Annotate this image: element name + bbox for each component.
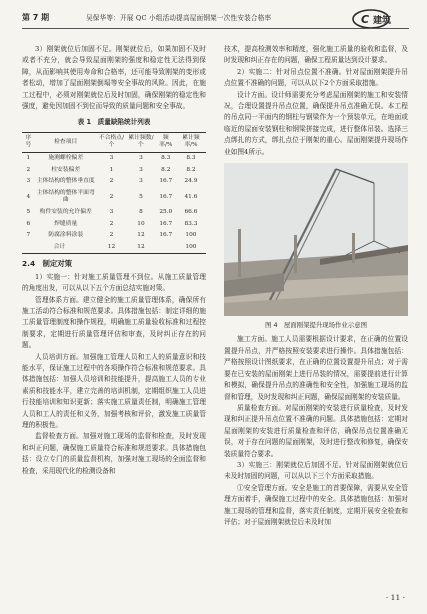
table-cell: 8.2 <box>161 166 171 173</box>
table-cell: 16.7 <box>159 232 173 239</box>
table-cell: 焊缝质量 <box>54 220 78 227</box>
table-cell: 8 <box>139 209 143 215</box>
col-header: 不合格点/个 <box>98 134 125 149</box>
paragraph: 监督检查方面。加强对施工现场的监督和检查，及时发现和纠正问题，确保施工质量符合标准和规范要求。具体措施包括：设立专门的质量监督机构，加强对施工现场的全面监督和检查，采用现代化的检测设备和 <box>22 432 206 475</box>
table-cell: 24.9 <box>184 178 198 185</box>
table-cell: 1 <box>26 155 31 162</box>
issue-number: 第 7 期 <box>22 13 50 22</box>
table-cell: 100 <box>185 243 197 250</box>
paragraph: 技术，提高检测效率和精度，强化施工质量的验收和监督，及时发现和纠正存在的问题，确保工程质量达到设计要求。 <box>224 45 408 65</box>
table-cell: 2 <box>109 193 114 200</box>
running-title: 吴保华等：开展 QC 小组活动提高屋面钢架一次性安装合格率 <box>86 14 272 22</box>
table-cell: 66.6 <box>184 209 198 215</box>
table-row <box>22 176 206 188</box>
figure-caption: 图 4 屋面刚架提升现场作业示意图 <box>265 321 367 330</box>
table-row <box>22 188 206 207</box>
section-heading: 2.4 制定对策 <box>22 259 73 269</box>
left-column <box>22 44 206 477</box>
col-header: 累计频率/% <box>182 134 200 149</box>
table-header-row <box>22 132 206 152</box>
table-cell: 4 <box>26 193 31 200</box>
table-cell: 6 <box>26 220 31 227</box>
table-cell: 16.7 <box>159 220 173 227</box>
paragraph: 管理体系方面。建立健全的施工质量管理体系，确保所有施工活动符合标准和规范要求。具体措施包括：制定详细的施工质量管理制度和操作规程，明确施工质量验收标准和过程控制要求，定期进行质量管理评估和审查，及时纠正存在的问题。 <box>22 295 206 350</box>
table-cell: 8.3 <box>186 155 196 162</box>
table-cell: 3 <box>109 209 114 215</box>
table-row <box>22 207 206 219</box>
table-cell: 合计 <box>53 243 66 250</box>
table-cell: 3 <box>139 166 143 173</box>
table-cell: 2 <box>109 220 114 227</box>
table-cell: 7 <box>26 232 31 239</box>
table-cell: 3 <box>139 155 143 162</box>
table-cell: 12 <box>107 243 116 250</box>
table-total-row <box>22 242 206 254</box>
table-row <box>22 153 206 165</box>
right-column <box>224 44 408 528</box>
table-cell: 1 <box>109 166 114 173</box>
journal-logo <box>351 8 409 30</box>
table-cell: 2 <box>109 232 114 239</box>
header-rule <box>22 28 409 29</box>
table-cell: 构件安装的允许偏差 <box>39 209 92 215</box>
table-row <box>22 230 206 242</box>
table-cell: 100 <box>185 232 197 239</box>
table-row <box>22 165 206 177</box>
col-header: 检查项目 <box>54 138 78 145</box>
construction-photo <box>224 163 408 316</box>
table-cell: 41.6 <box>184 193 198 200</box>
col-header: 频率/% <box>159 134 173 149</box>
table-cell: 施测螺栓偏差 <box>48 155 84 162</box>
table-cell: 5 <box>139 193 143 200</box>
table-cell: 2 <box>109 178 114 185</box>
page-header <box>22 10 409 34</box>
paragraph: 设计方面。设计师需要充分考虑屋面刚架的施工和安装情况，合理设置提升吊点位置，确保提升吊点准确无误。本工程的吊点同一平面内的钢柱与钢梁作为一个预装单元，在地面或临近的屋面安装钢柱和钢梁拼接完成，进行整体吊装。选择三点绑扎的方式，绑扎点位于刚架的重心。屋面刚架提升现场作业如图4所示。 <box>224 90 408 156</box>
defect-table <box>22 132 206 255</box>
table-row <box>22 219 206 231</box>
table-cell: 83.3 <box>184 220 198 227</box>
paragraph: 质量检查方面。对屋面刚架的安装进行质量检查，及时发现和纠正提升吊点位置不准确的问题。具体措施包括：定期对屋面刚架的安装进行质量检查和评估，确保吊点位置准确无误，对于存在问题的屋面刚架，及时进行整改和修复，确保安装质量符合要求。 <box>224 403 408 458</box>
paragraph: 施工方面。施工人员需要根据设计要求，在正确的位置设置提升吊点，并严格按照安装要求进行操作。具体措施包括：严格按照设计图纸要求，在正确的位置设置提升吊点；对于需要在已安装的屋面刚架上进行吊装的情况，需要提前进行计算和模拟，确保提升吊点的准确性和安全性，加强施工现场的监督和管理，及时发现和纠正问题，确保屋面刚架的安装质量。 <box>224 335 408 401</box>
table-cell: 柱安装偏差 <box>51 166 81 173</box>
table-cell: 5 <box>26 209 31 215</box>
table-cell: 8.3 <box>161 155 171 162</box>
table-cell: 16.7 <box>159 193 173 200</box>
paragraph: 2）实施二：针对吊点位置不准确。针对屋面刚架提升吊点位置不准确的问题，可以从以下2个方面采取措施。 <box>224 67 408 88</box>
table-cell <box>156 242 176 254</box>
paragraph: 3）刚架就位后加固不足。刚架就位后，如果加固不及时或者不充分，就会导致屋面刚架的强度和稳定性无法得到保障，从而影响其使用寿命和合格率，还可能导致刚架的变形或者松动，增加了屋面刚架倒塌等安全事故的风险。因此，在施工过程中，必须对刚架就位后及时加固，确保刚架的稳定性和强度，避免因加固不到位而导致的质量问题和安全事故。 <box>22 45 206 111</box>
table-cell: 12 <box>137 243 145 250</box>
page-number: · 11 · <box>385 593 405 602</box>
table-cell: 防腐涂料涂装 <box>48 232 84 239</box>
table-cell: 10 <box>137 220 145 227</box>
col-header: 累计频数/个 <box>128 134 154 149</box>
table-title: 表 1 质量缺陷统计列表 <box>77 118 151 127</box>
col-header: 序号 <box>25 134 32 149</box>
table-cell: 3 <box>139 178 143 185</box>
paragraph: 3）实施三：刚架就位后加固不足。针对屋面刚架就位后未及时加固的问题，可以从以下三个方面采取措施。 <box>224 460 408 481</box>
table-cell: 主体结构的整体平面弯曲 <box>36 189 95 204</box>
table-cell: 3 <box>26 178 31 185</box>
svg-text:建筑: 建筑 <box>373 16 392 26</box>
svg-text:C: C <box>361 13 370 26</box>
table-cell: 16.7 <box>159 178 173 185</box>
paragraph: 1）实施一：针对施工质量管理不到位。从施工质量管理的角度出发，可以从以下五个方面总结实施对策。 <box>22 272 206 293</box>
paragraph: ①安全管理方面。安全是施工的首要保障，需要从安全管理方面着手，确保施工过程中的安全。具体措施包括：加强对施工现场的管理和监督，落实责任制度，定期开展安全检查和评估；对于屋面刚架就位后未及时加 <box>224 483 408 526</box>
table-cell: 25.0 <box>159 209 173 215</box>
table-cell: 3 <box>109 155 114 162</box>
roof-frame-lifting-image <box>224 163 408 316</box>
paragraph: 人员培训方面。加强施工管理人员和工人的质量意识和技能水平，保证施工过程中的各项操作符合标准和规范要求。具体措施包括：加强人员培训和技能提升，提高施工人员的专业素质和技能水平，建立完善的培训机制，定期组织施工人员进行技能培训和知识更新；落实施工质量责任制，明确施工管理人员和工人的责任和义务，加强考核和评价，激发施工质量管理的积极性。 <box>22 352 206 430</box>
table-cell: 12 <box>137 232 145 239</box>
table-cell: 8.2 <box>186 166 196 173</box>
table-cell: 2 <box>26 166 31 173</box>
table-cell: 主体结构的整体垂直度 <box>36 178 95 185</box>
